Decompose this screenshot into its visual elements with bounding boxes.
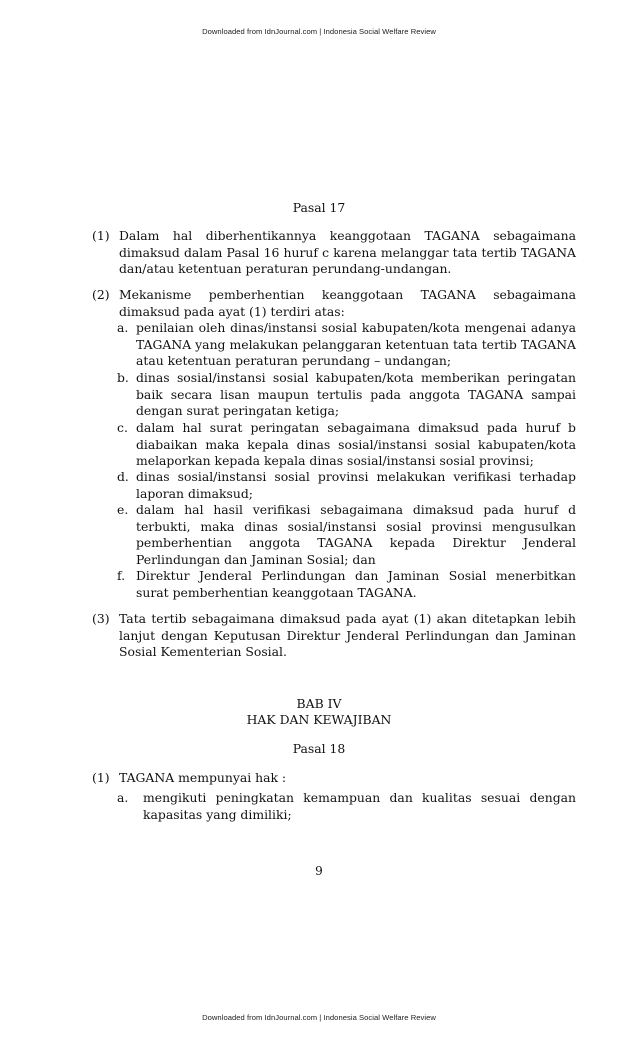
- bottom-watermark: Downloaded from IdnJournal.com | Indonesia Social Welfare Review: [202, 1013, 436, 1022]
- item-letter: c.: [117, 420, 128, 435]
- item-text: dinas sosial/instansi sosial kabupaten/kota memberikan peringatan baik secara lisan maupun tertulis pada anggota TAGANA sampai dengan surat peringatan ketiga;: [136, 370, 576, 419]
- item-letter: e.: [117, 502, 129, 517]
- pasal-18-heading: Pasal 18: [292, 741, 346, 756]
- list-item: [117, 420, 576, 470]
- item-letter: a.: [117, 320, 129, 335]
- list-item: [117, 502, 576, 568]
- chapter-heading: BAB IV: [296, 696, 342, 711]
- ayat-text: Dalam hal diberhentikannya keanggotaan TAGANA sebagaimana dimaksud dalam Pasal 16 huruf c karena melanggar tata tertib TAGANA dan/atau ketentuan peraturan perundang-undangan.: [119, 228, 576, 277]
- item-text: penilaian oleh dinas/instansi sosial kabupaten/kota mengenai adanya TAGANA yang melakukan pelanggaran ketentuan tata tertib TAGANA atau ketentuan peraturan perundang – undangan;: [136, 320, 576, 369]
- item-text: mengikuti peningkatan kemampuan dan kualitas sesuai dengan kapasitas yang dimiliki;: [143, 790, 576, 822]
- item-letter: d.: [117, 469, 129, 484]
- list-item: [117, 370, 576, 420]
- page-number: 9: [315, 864, 323, 878]
- item-text: dalam hal hasil verifikasi sebagaimana dimaksud pada huruf d terbukti, maka dinas sosial/instansi sosial provinsi mengusulkan pemberhentian anggota TAGANA kepada Direktur Jenderal Perlindungan dan Jaminan Sosial; dan: [136, 502, 576, 567]
- pasal-17-heading: Pasal 17: [292, 200, 346, 215]
- pasal-17-ayat-1: [92, 228, 576, 278]
- ayat-text: TAGANA mempunyai hak :: [119, 770, 287, 785]
- item-text: dalam hal surat peringatan sebagaimana dimaksud pada huruf b diabaikan maka kepala dinas sosial/instansi sosial kabupaten/kota melaporkan kepada kepala dinas sosial/instansi sosial provinsi;: [136, 420, 576, 469]
- list-item: [117, 790, 576, 823]
- ayat-text: Tata tertib sebagaimana dimaksud pada ayat (1) akan ditetapkan lebih lanjut dengan Keputusan Direktur Jenderal Perlindungan dan Jaminan Sosial Kementerian Sosial.: [119, 611, 576, 660]
- list-item: [117, 469, 576, 502]
- item-text: dinas sosial/instansi sosial provinsi melakukan verifikasi terhadap laporan dimaksud;: [136, 469, 576, 501]
- ayat-number: (2): [92, 287, 110, 302]
- pasal-18-ayat-1: [92, 770, 576, 787]
- ayat-text: Mekanisme pemberhentian keanggotaan TAGANA sebagaimana dimaksud pada ayat (1) terdiri atas:: [119, 287, 576, 319]
- item-letter: a.: [117, 790, 129, 805]
- ayat-number: (1): [92, 228, 110, 243]
- list-item: [117, 568, 576, 601]
- chapter-title: HAK DAN KEWAJIBAN: [246, 712, 392, 727]
- pasal-17-ayat-3: [92, 611, 576, 661]
- ayat-number: (1): [92, 770, 110, 785]
- item-letter: b.: [117, 370, 129, 385]
- pasal-17-ayat-2: [92, 287, 576, 320]
- list-item: [117, 320, 576, 370]
- item-text: Direktur Jenderal Perlindungan dan Jaminan Sosial menerbitkan surat pemberhentian keanggotaan TAGANA.: [136, 568, 576, 600]
- item-letter: f.: [117, 568, 126, 583]
- ayat-number: (3): [92, 611, 110, 626]
- top-watermark: Downloaded from IdnJournal.com | Indonesia Social Welfare Review: [202, 27, 436, 36]
